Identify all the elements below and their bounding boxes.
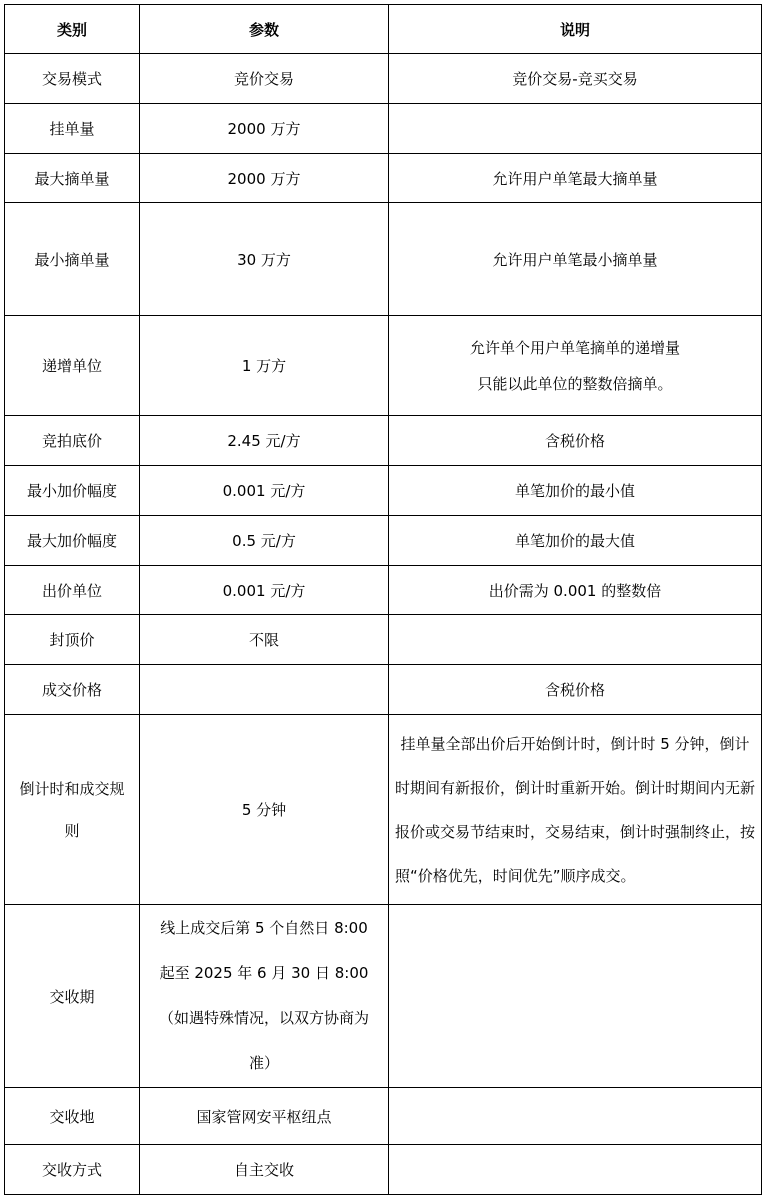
row-note [389, 1088, 762, 1145]
row-note [389, 905, 762, 1088]
row-param: 2.45 元/方 [140, 416, 389, 466]
row-category-line: 则 [64, 821, 80, 840]
table-row [5, 516, 762, 566]
row-category: 最小加价幅度 [5, 466, 140, 516]
row-category [5, 715, 140, 905]
row-category: 交易模式 [5, 54, 140, 104]
trade-parameters-table [4, 4, 762, 1195]
row-param: 1 万方 [140, 316, 389, 416]
table-row [5, 316, 762, 416]
header-note: 说明 [389, 5, 762, 54]
table-row [5, 1088, 762, 1145]
row-note-line: 只能以此单位的整数倍摘单。 [477, 374, 673, 393]
table-row [5, 665, 762, 715]
row-category: 封顶价 [5, 615, 140, 665]
row-category: 递增单位 [5, 316, 140, 416]
row-note [389, 104, 762, 154]
row-category: 最大摘单量 [5, 154, 140, 203]
row-param-line: 起至 2025 年 6 月 30 日 8:00 [159, 964, 369, 982]
row-category: 交收方式 [5, 1145, 140, 1195]
header-category: 类别 [5, 5, 140, 54]
row-note: 单笔加价的最大值 [389, 516, 762, 566]
row-note: 允许用户单笔最小摘单量 [389, 203, 762, 316]
row-category: 最大加价幅度 [5, 516, 140, 566]
table-row [5, 715, 762, 905]
row-note [389, 316, 762, 416]
row-param: 30 万方 [140, 203, 389, 316]
row-param: 2000 万方 [140, 154, 389, 203]
row-param [140, 665, 389, 715]
row-param: 竞价交易 [140, 54, 389, 104]
header-param: 参数 [140, 5, 389, 54]
row-category: 挂单量 [5, 104, 140, 154]
table-row [5, 615, 762, 665]
table-row [5, 154, 762, 203]
row-param [140, 905, 389, 1088]
table-row [5, 203, 762, 316]
row-note [389, 615, 762, 665]
row-param: 0.5 元/方 [140, 516, 389, 566]
row-note: 单笔加价的最小值 [389, 466, 762, 516]
table-row [5, 566, 762, 615]
table-row [5, 1145, 762, 1195]
row-param: 国家管网安平枢纽点 [140, 1088, 389, 1145]
row-note: 含税价格 [389, 416, 762, 466]
row-note-line: 允许单个用户单笔摘单的递增量 [469, 338, 680, 357]
table-row [5, 466, 762, 516]
row-param: 0.001 元/方 [140, 566, 389, 615]
row-note: 允许用户单笔最大摘单量 [389, 154, 762, 203]
row-category: 最小摘单量 [5, 203, 140, 316]
row-param: 5 分钟 [140, 715, 389, 905]
row-param: 不限 [140, 615, 389, 665]
table-row [5, 104, 762, 154]
row-param: 自主交收 [140, 1145, 389, 1195]
row-category: 交收期 [5, 905, 140, 1088]
row-category-line: 倒计时和成交规 [19, 779, 125, 798]
table-row [5, 905, 762, 1088]
row-note: 挂单量全部出价后开始倒计时，倒计时 5 分钟，倒计时期间有新报价，倒计时重新开始。倒计时期间内无新报价或交易节结束时，交易结束，倒计时强制终止，按照“价格优先，时间优先”顺序成交。 [389, 715, 762, 905]
row-category: 竞拍底价 [5, 416, 140, 466]
row-param: 0.001 元/方 [140, 466, 389, 516]
table-row [5, 416, 762, 466]
row-note: 竞价交易-竞买交易 [389, 54, 762, 104]
row-note: 含税价格 [389, 665, 762, 715]
row-note [389, 1145, 762, 1195]
row-param-line: 线上成交后第 5 个自然日 8:00 [160, 919, 368, 937]
row-param-line: （如遇特殊情况，以双方协商为 [158, 1009, 369, 1027]
row-param-line: 准） [248, 1054, 279, 1072]
table-row [5, 54, 762, 104]
row-param: 2000 万方 [140, 104, 389, 154]
row-category: 交收地 [5, 1088, 140, 1145]
row-category: 出价单位 [5, 566, 140, 615]
row-note: 出价需为 0.001 的整数倍 [389, 566, 762, 615]
row-category: 成交价格 [5, 665, 140, 715]
table-header-row [5, 5, 762, 54]
